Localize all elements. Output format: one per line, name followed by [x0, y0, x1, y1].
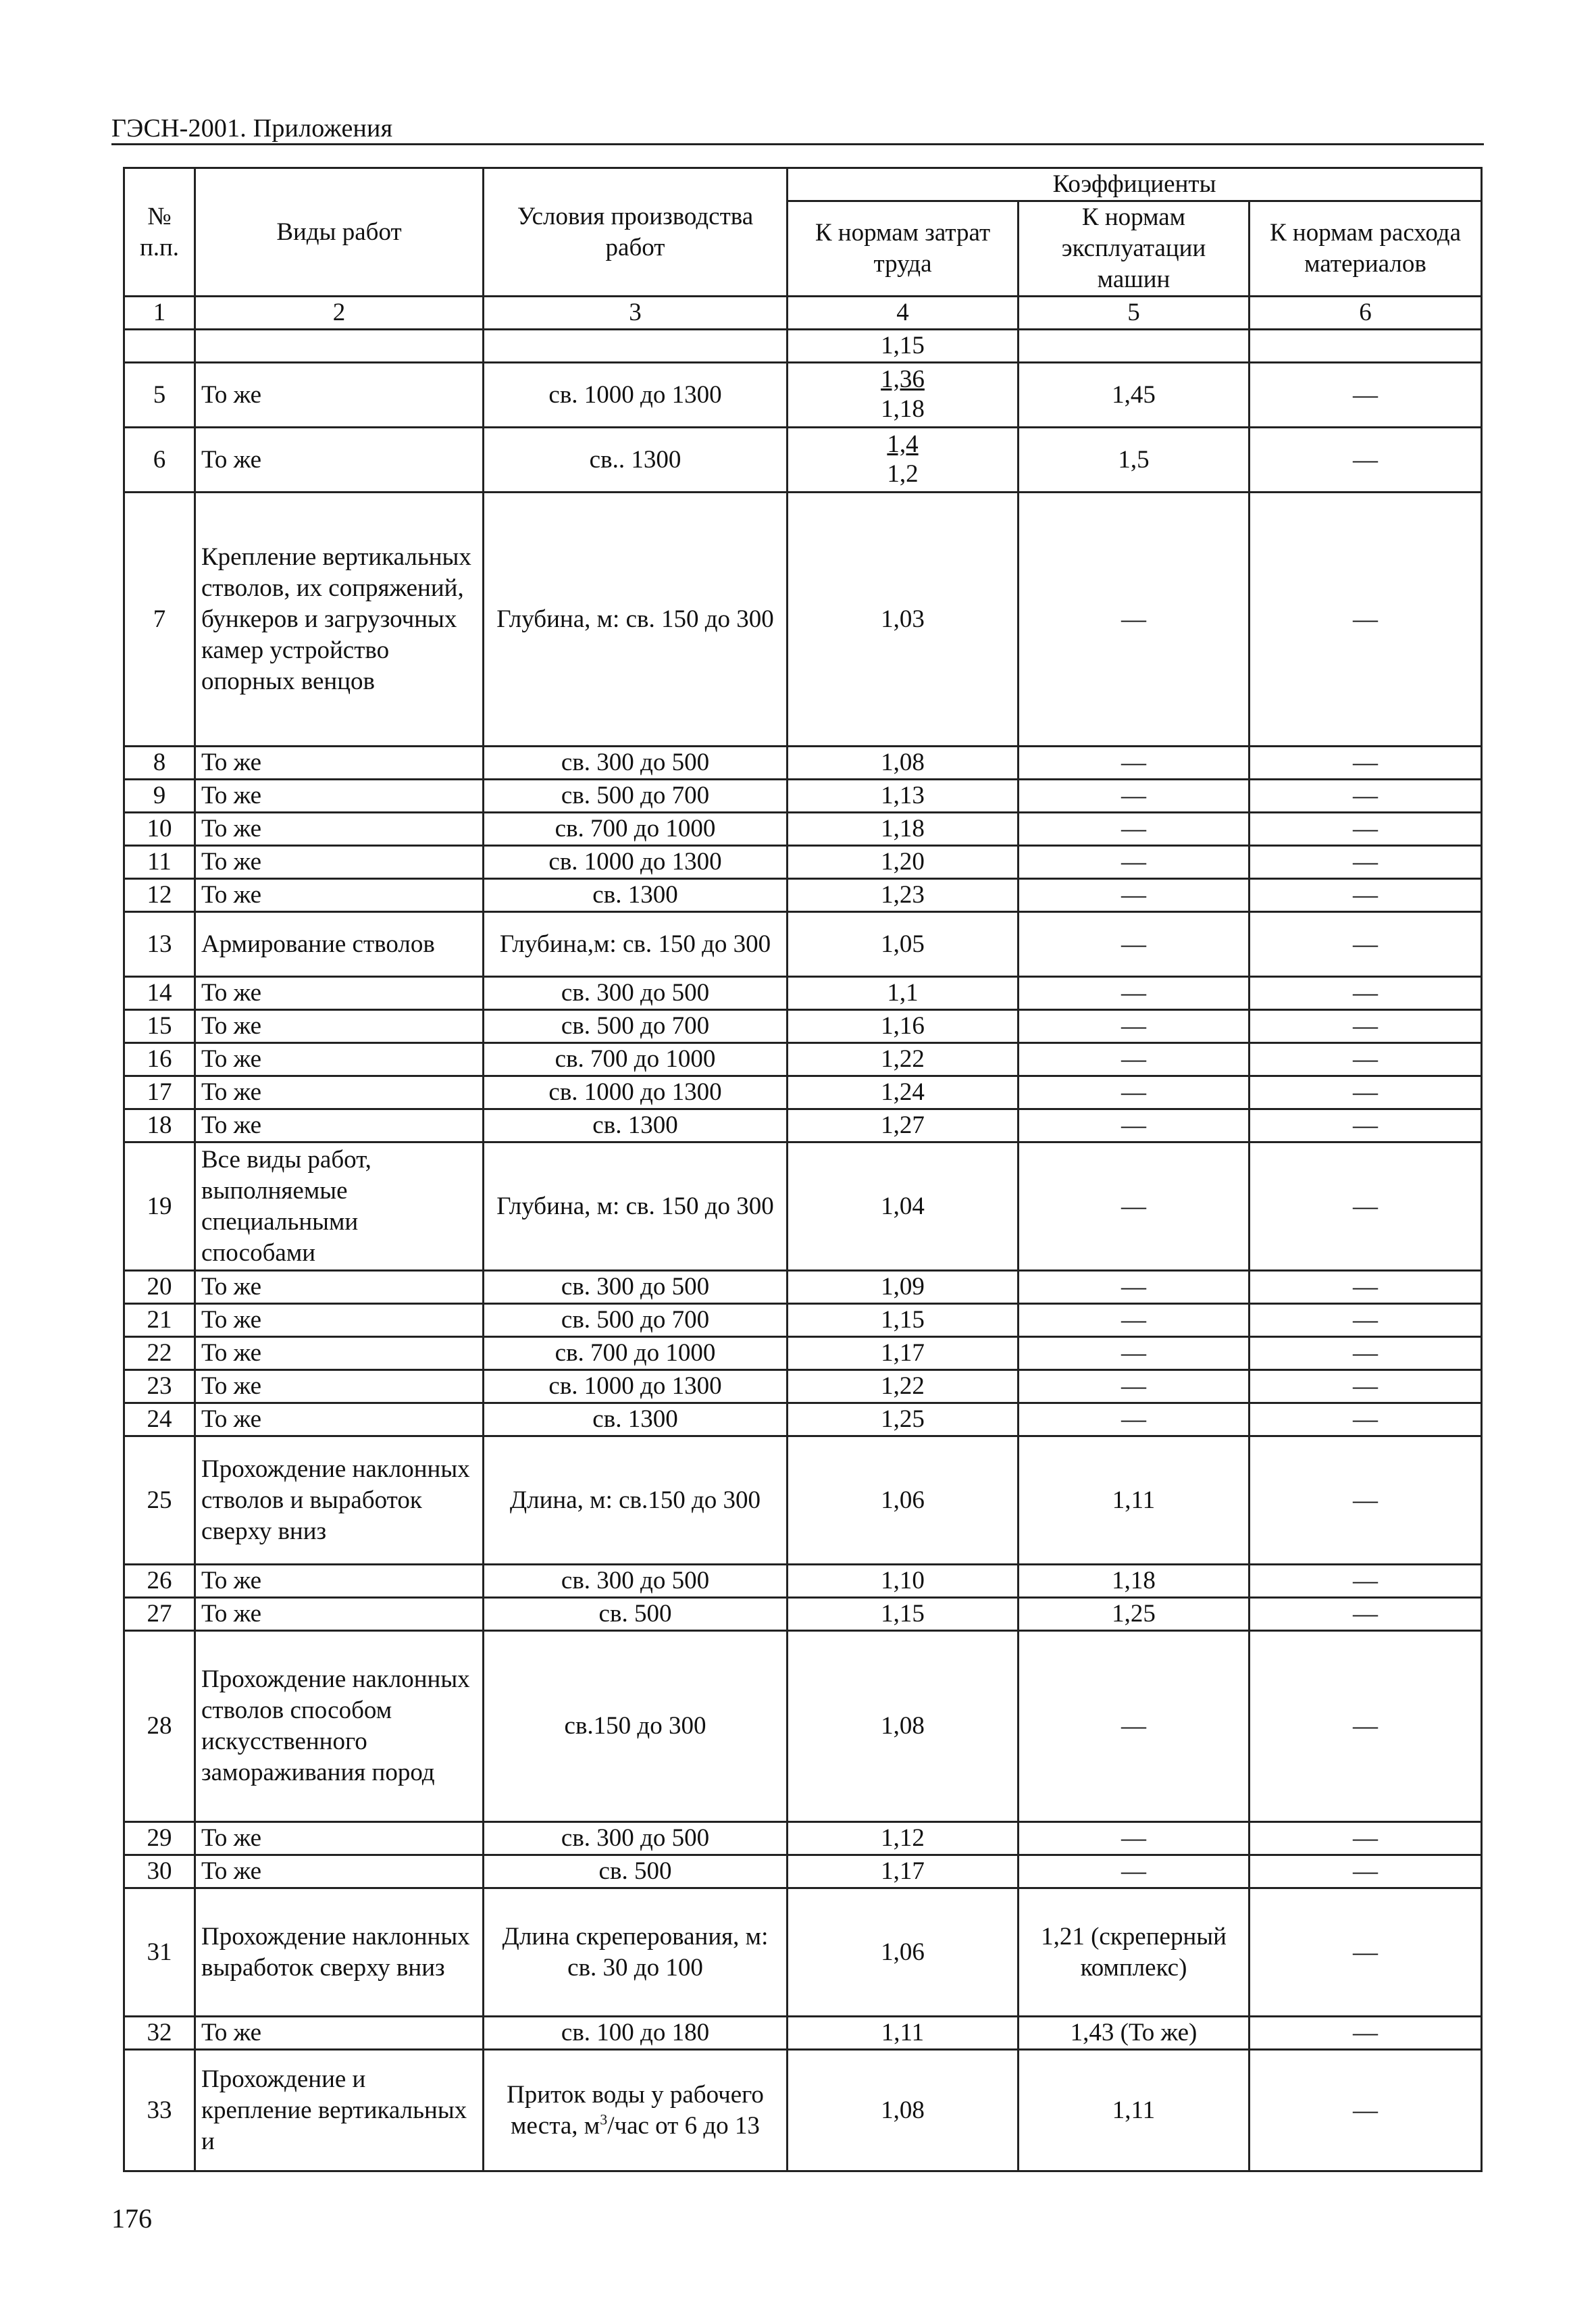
row-number: 23 — [124, 1370, 195, 1403]
work-type: Крепление вертикальных стволов, их сопряжений, бункеров и загрузочных камер устройство опорных венцов — [195, 493, 484, 747]
work-type: То же — [195, 2017, 484, 2050]
material-coefficient: — — [1250, 493, 1482, 747]
work-conditions: св. 700 до 1000 — [484, 1337, 788, 1370]
labor-coefficient: 1,25 — [788, 1403, 1019, 1436]
work-conditions: св. 700 до 1000 — [484, 1043, 788, 1076]
machine-coefficient: — — [1019, 493, 1250, 747]
machine-coefficient: — — [1019, 1822, 1250, 1855]
row-number: 7 — [124, 493, 195, 747]
table-row — [124, 813, 1482, 846]
work-conditions: Длина скреперования, м: св. 30 до 100 — [484, 1888, 788, 2017]
material-coefficient: — — [1250, 1436, 1482, 1565]
machine-coefficient: — — [1019, 1370, 1250, 1403]
work-conditions: св. 500 — [484, 1855, 788, 1888]
header-rule — [111, 143, 1484, 145]
row-number: 33 — [124, 2050, 195, 2171]
row-number: 10 — [124, 813, 195, 846]
table-row — [124, 1304, 1482, 1337]
work-conditions: св.150 до 300 — [484, 1631, 788, 1822]
work-conditions: Глубина, м: св. 150 до 300 — [484, 493, 788, 747]
material-coefficient: — — [1250, 428, 1482, 493]
material-coefficient: — — [1250, 1888, 1482, 2017]
fraction-denominator: 1,18 — [881, 395, 925, 423]
col-head-coefficients: Коэффициенты — [788, 168, 1482, 201]
work-conditions: св. 1000 до 1300 — [484, 363, 788, 428]
machine-coefficient: 1,11 — [1019, 1436, 1250, 1565]
row-number: 20 — [124, 1271, 195, 1304]
work-type: То же — [195, 780, 484, 813]
machine-coefficient: — — [1019, 1109, 1250, 1142]
table-row — [124, 363, 1482, 428]
work-type — [195, 330, 484, 363]
machine-coefficient: — — [1019, 846, 1250, 879]
work-conditions: св. 500 до 700 — [484, 1010, 788, 1043]
machine-coefficient: — — [1019, 1304, 1250, 1337]
table-row — [124, 1010, 1482, 1043]
row-number: 32 — [124, 2017, 195, 2050]
work-conditions: св. 1300 — [484, 1403, 788, 1436]
material-coefficient: — — [1250, 912, 1482, 977]
col-number: 3 — [484, 297, 788, 330]
col-number: 4 — [788, 297, 1019, 330]
table-row — [124, 2017, 1482, 2050]
work-type: То же — [195, 1271, 484, 1304]
work-conditions: св. 1000 до 1300 — [484, 846, 788, 879]
labor-coefficient: 1,15 — [788, 330, 1019, 363]
machine-coefficient: — — [1019, 1631, 1250, 1822]
labor-coefficient: 1,27 — [788, 1109, 1019, 1142]
labor-coefficient: 1,24 — [788, 1076, 1019, 1109]
labor-coefficient: 1,03 — [788, 493, 1019, 747]
row-number — [124, 330, 195, 363]
work-type: То же — [195, 363, 484, 428]
table-row — [124, 1109, 1482, 1142]
machine-coefficient: — — [1019, 1855, 1250, 1888]
machine-coefficient: — — [1019, 977, 1250, 1010]
row-number: 31 — [124, 1888, 195, 2017]
row-number: 8 — [124, 747, 195, 780]
labor-coefficient: 1,06 — [788, 1436, 1019, 1565]
machine-coefficient: — — [1019, 1142, 1250, 1271]
table-row — [124, 1888, 1482, 2017]
work-type: Прохождение и крепление вертикальных и — [195, 2050, 484, 2171]
row-number: 12 — [124, 879, 195, 912]
table-row — [124, 1403, 1482, 1436]
col-head-conditions: Условия производства работ — [484, 168, 788, 297]
column-number-row — [124, 297, 1482, 330]
table-row — [124, 879, 1482, 912]
material-coefficient: — — [1250, 1271, 1482, 1304]
table-row — [124, 1565, 1482, 1598]
table-row — [124, 1043, 1482, 1076]
material-coefficient: — — [1250, 977, 1482, 1010]
table-row — [124, 1631, 1482, 1822]
row-number: 19 — [124, 1142, 195, 1271]
machine-coefficient — [1019, 330, 1250, 363]
row-number: 9 — [124, 780, 195, 813]
col-number: 1 — [124, 297, 195, 330]
machine-coefficient: 1,45 — [1019, 363, 1250, 428]
labor-coefficient: 1,04 — [788, 1142, 1019, 1271]
work-conditions — [484, 330, 788, 363]
material-coefficient: — — [1250, 1855, 1482, 1888]
material-coefficient: — — [1250, 879, 1482, 912]
material-coefficient: — — [1250, 1631, 1482, 1822]
row-number: 30 — [124, 1855, 195, 1888]
page-number: 176 — [111, 2203, 152, 2234]
labor-coefficient: 1,23 — [788, 879, 1019, 912]
labor-coefficient: 1,17 — [788, 1855, 1019, 1888]
labor-coefficient: 1,12 — [788, 1822, 1019, 1855]
machine-coefficient: 1,43 (То же) — [1019, 2017, 1250, 2050]
row-number: 6 — [124, 428, 195, 493]
labor-coefficient: 1,17 — [788, 1337, 1019, 1370]
labor-coefficient: 1,15 — [788, 1598, 1019, 1631]
material-coefficient: — — [1250, 1565, 1482, 1598]
labor-coefficient — [788, 428, 1019, 493]
work-conditions: св.. 1300 — [484, 428, 788, 493]
work-type: То же — [195, 1598, 484, 1631]
table-row — [124, 1855, 1482, 1888]
work-conditions — [484, 2050, 788, 2171]
work-type: То же — [195, 1043, 484, 1076]
machine-coefficient: — — [1019, 912, 1250, 977]
header-row-1 — [124, 168, 1482, 201]
labor-coefficient: 1,09 — [788, 1271, 1019, 1304]
row-number: 26 — [124, 1565, 195, 1598]
table-row — [124, 1436, 1482, 1565]
work-conditions: св. 1300 — [484, 1109, 788, 1142]
work-type: Прохождение наклонных стволов способом искусственного замораживания пород — [195, 1631, 484, 1822]
material-coefficient: — — [1250, 1076, 1482, 1109]
labor-coefficient: 1,06 — [788, 1888, 1019, 2017]
work-type: То же — [195, 1304, 484, 1337]
table-row — [124, 1142, 1482, 1271]
material-coefficient — [1250, 330, 1482, 363]
col-head-machines: К нормам эксплуатации машин — [1019, 201, 1250, 297]
material-coefficient: — — [1250, 1043, 1482, 1076]
material-coefficient: — — [1250, 846, 1482, 879]
material-coefficient: — — [1250, 1370, 1482, 1403]
labor-coefficient: 1,22 — [788, 1043, 1019, 1076]
col-head-works: Виды работ — [195, 168, 484, 297]
machine-coefficient: — — [1019, 780, 1250, 813]
table-row — [124, 846, 1482, 879]
work-conditions: св. 1000 до 1300 — [484, 1370, 788, 1403]
machine-coefficient: — — [1019, 1010, 1250, 1043]
material-coefficient: — — [1250, 1304, 1482, 1337]
labor-coefficient: 1,22 — [788, 1370, 1019, 1403]
table-row — [124, 977, 1482, 1010]
labor-coefficient: 1,18 — [788, 813, 1019, 846]
col-head-materials: К нормам расхода материалов — [1250, 201, 1482, 297]
work-conditions: св. 300 до 500 — [484, 977, 788, 1010]
work-type: То же — [195, 1370, 484, 1403]
running-header: ГЭСН-2001. Приложения — [111, 114, 393, 143]
row-number: 24 — [124, 1403, 195, 1436]
table-row — [124, 780, 1482, 813]
machine-coefficient: 1,25 — [1019, 1598, 1250, 1631]
work-conditions: св. 500 до 700 — [484, 1304, 788, 1337]
col-head-labor: К нормам затрат труда — [788, 201, 1019, 297]
labor-coefficient: 1,08 — [788, 1631, 1019, 1822]
row-number: 13 — [124, 912, 195, 977]
machine-coefficient: — — [1019, 1403, 1250, 1436]
work-type: То же — [195, 1109, 484, 1142]
labor-coefficient: 1,08 — [788, 2050, 1019, 2171]
labor-coefficient: 1,15 — [788, 1304, 1019, 1337]
machine-coefficient: — — [1019, 1271, 1250, 1304]
row-number: 18 — [124, 1109, 195, 1142]
table-row — [124, 747, 1482, 780]
work-type: То же — [195, 1822, 484, 1855]
work-type: Все виды работ, выполняемые специальными способами — [195, 1142, 484, 1271]
row-number: 5 — [124, 363, 195, 428]
material-coefficient: — — [1250, 747, 1482, 780]
row-number: 27 — [124, 1598, 195, 1631]
row-number: 17 — [124, 1076, 195, 1109]
work-conditions: св. 1000 до 1300 — [484, 1076, 788, 1109]
material-coefficient: — — [1250, 1337, 1482, 1370]
fraction-value — [887, 430, 918, 489]
row-number: 25 — [124, 1436, 195, 1565]
work-conditions: св. 500 — [484, 1598, 788, 1631]
work-conditions: св. 300 до 500 — [484, 1271, 788, 1304]
machine-coefficient: 1,11 — [1019, 2050, 1250, 2171]
labor-coefficient: 1,20 — [788, 846, 1019, 879]
row-number: 14 — [124, 977, 195, 1010]
machine-coefficient: 1,21 (скреперный комплекс) — [1019, 1888, 1250, 2017]
work-conditions: Глубина,м: св. 150 до 300 — [484, 912, 788, 977]
machine-coefficient: — — [1019, 879, 1250, 912]
labor-coefficient: 1,16 — [788, 1010, 1019, 1043]
work-type: То же — [195, 1855, 484, 1888]
work-conditions: св. 1300 — [484, 879, 788, 912]
machine-coefficient: — — [1019, 1337, 1250, 1370]
coefficients-table — [123, 167, 1483, 2172]
col-head-num: № п.п. — [124, 168, 195, 297]
work-type: То же — [195, 1010, 484, 1043]
row-number: 16 — [124, 1043, 195, 1076]
unit-superscript: 3 — [600, 2111, 608, 2128]
col-number: 5 — [1019, 297, 1250, 330]
material-coefficient: — — [1250, 813, 1482, 846]
col-number: 2 — [195, 297, 484, 330]
material-coefficient: — — [1250, 2017, 1482, 2050]
material-coefficient: — — [1250, 1822, 1482, 1855]
conditions-text: /час от 6 до 13 — [607, 2111, 760, 2140]
table-row — [124, 1076, 1482, 1109]
material-coefficient: — — [1250, 2050, 1482, 2171]
work-type: Армирование стволов — [195, 912, 484, 977]
work-type: То же — [195, 1337, 484, 1370]
table-row — [124, 330, 1482, 363]
work-type: То же — [195, 747, 484, 780]
material-coefficient: — — [1250, 780, 1482, 813]
labor-coefficient — [788, 363, 1019, 428]
labor-coefficient: 1,11 — [788, 2017, 1019, 2050]
machine-coefficient: — — [1019, 1043, 1250, 1076]
work-conditions: Длина, м: св.150 до 300 — [484, 1436, 788, 1565]
material-coefficient: — — [1250, 1598, 1482, 1631]
table-row — [124, 428, 1482, 493]
work-type: То же — [195, 813, 484, 846]
table-row — [124, 1337, 1482, 1370]
fraction-value — [881, 365, 925, 424]
material-coefficient: — — [1250, 363, 1482, 428]
table-row — [124, 1370, 1482, 1403]
work-type: То же — [195, 846, 484, 879]
machine-coefficient: — — [1019, 813, 1250, 846]
table-row — [124, 1598, 1482, 1631]
work-type: То же — [195, 879, 484, 912]
work-conditions: св. 700 до 1000 — [484, 813, 788, 846]
table-row — [124, 493, 1482, 747]
table-row — [124, 1271, 1482, 1304]
work-type: То же — [195, 428, 484, 493]
machine-coefficient: 1,18 — [1019, 1565, 1250, 1598]
row-number: 21 — [124, 1304, 195, 1337]
material-coefficient: — — [1250, 1109, 1482, 1142]
work-type: То же — [195, 977, 484, 1010]
labor-coefficient: 1,05 — [788, 912, 1019, 977]
work-conditions: св. 300 до 500 — [484, 747, 788, 780]
row-number: 28 — [124, 1631, 195, 1822]
row-number: 29 — [124, 1822, 195, 1855]
machine-coefficient: 1,5 — [1019, 428, 1250, 493]
row-number: 22 — [124, 1337, 195, 1370]
labor-coefficient: 1,1 — [788, 977, 1019, 1010]
fraction-denominator: 1,2 — [887, 460, 919, 488]
work-conditions: св. 300 до 500 — [484, 1565, 788, 1598]
fraction-numerator: 1,4 — [887, 430, 919, 458]
material-coefficient: — — [1250, 1010, 1482, 1043]
labor-coefficient: 1,08 — [788, 747, 1019, 780]
work-conditions: св. 100 до 180 — [484, 2017, 788, 2050]
labor-coefficient: 1,13 — [788, 780, 1019, 813]
labor-coefficient: 1,10 — [788, 1565, 1019, 1598]
row-number: 11 — [124, 846, 195, 879]
table-row — [124, 1822, 1482, 1855]
machine-coefficient: — — [1019, 747, 1250, 780]
work-type: То же — [195, 1076, 484, 1109]
work-conditions: Глубина, м: св. 150 до 300 — [484, 1142, 788, 1271]
fraction-numerator: 1,36 — [881, 366, 925, 393]
table-row — [124, 2050, 1482, 2171]
machine-coefficient: — — [1019, 1076, 1250, 1109]
work-conditions: св. 500 до 700 — [484, 780, 788, 813]
material-coefficient: — — [1250, 1142, 1482, 1271]
work-type: Прохождение наклонных стволов и выработок сверху вниз — [195, 1436, 484, 1565]
material-coefficient: — — [1250, 1403, 1482, 1436]
work-type: То же — [195, 1565, 484, 1598]
col-number: 6 — [1250, 297, 1482, 330]
work-type: Прохождение наклонных выработок сверху вниз — [195, 1888, 484, 2017]
work-type: То же — [195, 1403, 484, 1436]
work-conditions: св. 300 до 500 — [484, 1822, 788, 1855]
table-row — [124, 912, 1482, 977]
row-number: 15 — [124, 1010, 195, 1043]
conditions-text: Приток воды у рабочего места, м — [507, 2080, 764, 2140]
